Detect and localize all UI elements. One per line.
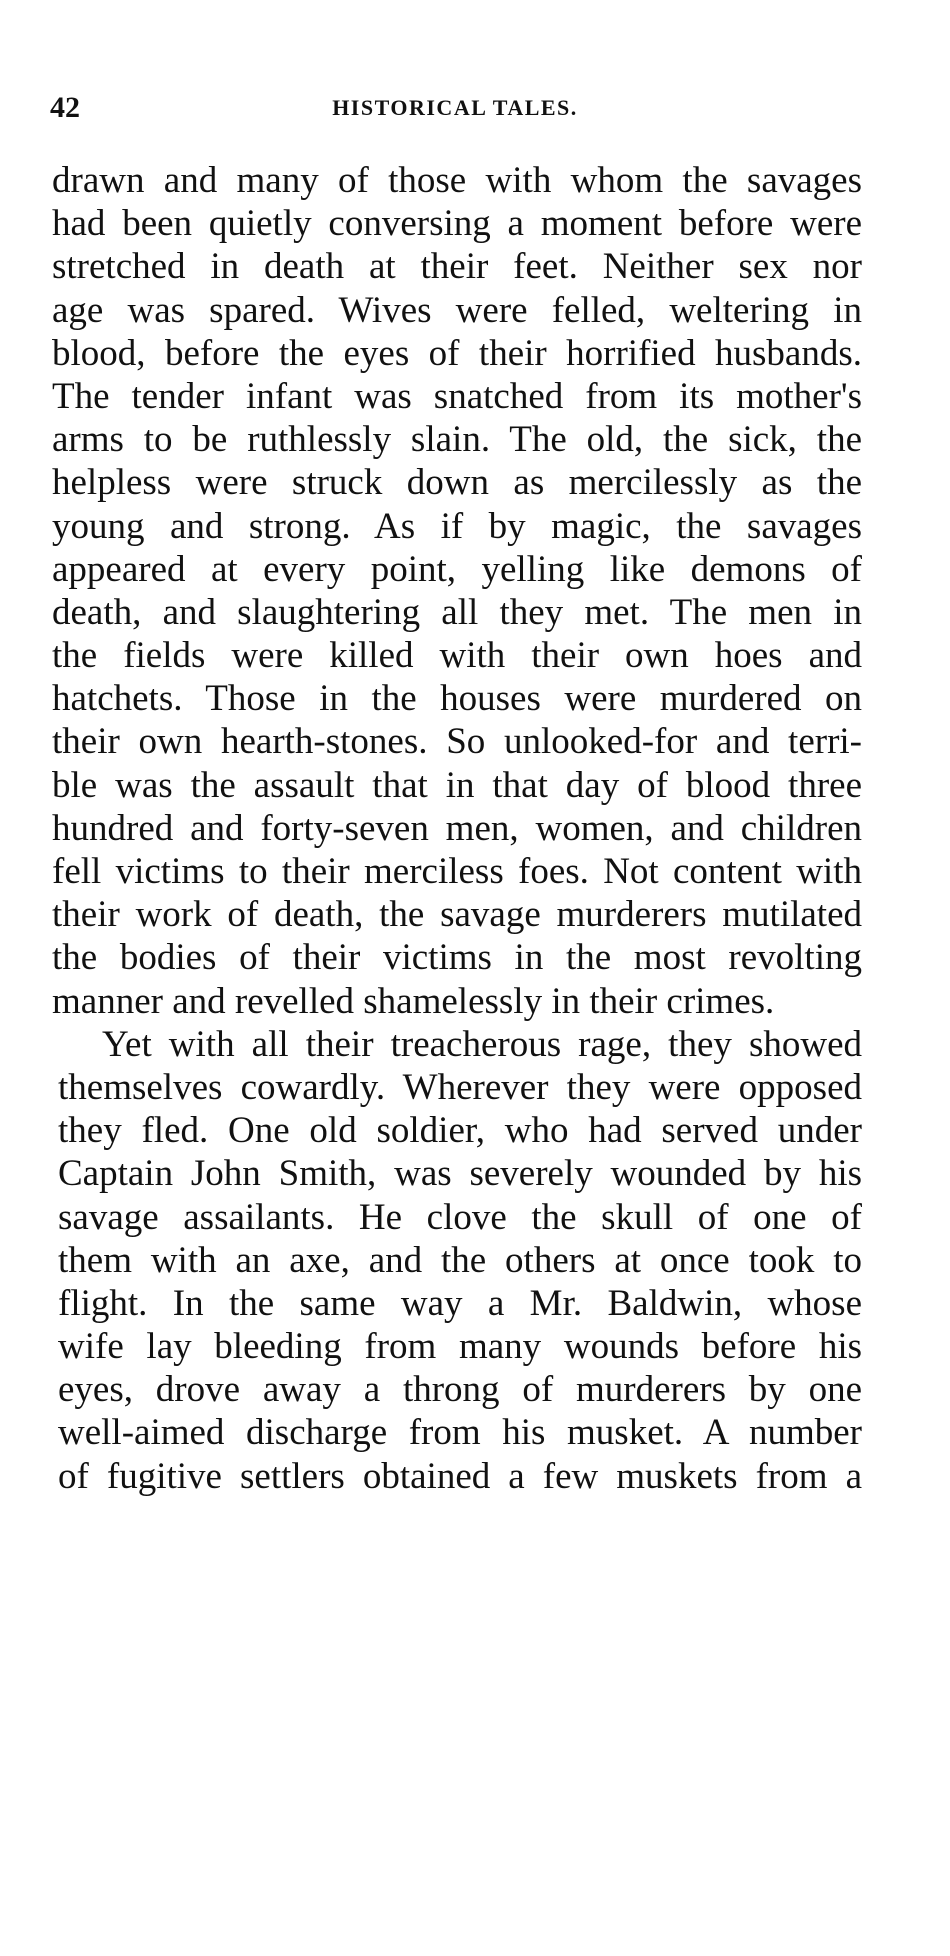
text-line: age was spared. Wives were felled, weltering in	[52, 289, 862, 331]
text-line: they fled. One old soldier, who had served under	[58, 1110, 862, 1152]
text-line: fell victims to their merciless foes. Not content with	[52, 851, 862, 892]
text-line: their own hearth-stones. So unlooked-for and terri-	[52, 721, 862, 763]
text-line: Captain John Smith, was severely wounded by his	[58, 1153, 862, 1195]
text-line: had been quietly conversing a moment before were	[52, 203, 862, 245]
text-line: blood, before the eyes of their horrified husbands.	[52, 332, 862, 374]
page-body	[52, 159, 862, 1498]
text-line: hundred and forty-seven men, women, and children	[52, 807, 862, 849]
text-line: eyes, drove away a throng of murderers by one	[58, 1369, 862, 1411]
text-line: the fields were killed with their own hoes and	[52, 635, 862, 677]
text-line: appeared at every point, yelling like demons of	[52, 548, 862, 590]
text-line: stretched in death at their feet. Neither sex nor	[52, 246, 862, 288]
text-line: young and strong. As if by magic, the savages	[52, 505, 862, 547]
paragraph-2	[52, 1023, 862, 1498]
text-line: death, and slaughtering all they met. The men in	[52, 591, 862, 633]
text-line: helpless were struck down as mercilessly as the	[52, 462, 862, 504]
text-line: arms to be ruthlessly slain. The old, the sick, the	[52, 419, 862, 461]
text-line: themselves cowardly. Wherever they were opposed	[58, 1066, 862, 1108]
text-line: hatchets. Those in the houses were murdered on	[52, 678, 862, 720]
running-header	[50, 88, 860, 128]
text-line: flight. In the same way a Mr. Baldwin, whose	[58, 1282, 862, 1324]
running-title: HISTORICAL TALES.	[332, 95, 578, 120]
text-line: their work of death, the savage murderers mutilated	[52, 894, 862, 936]
page-number: 42	[50, 91, 80, 124]
text-line: manner and revelled shamelessly in their crimes.	[52, 980, 775, 1022]
text-line: Yet with all their treacherous rage, they showed	[102, 1023, 862, 1065]
text-line: of fugitive settlers obtained a few muskets from a	[58, 1455, 862, 1497]
text-line: ble was the assault that in that day of blood three	[52, 764, 862, 806]
text-line: well-aimed discharge from his musket. A number	[58, 1412, 862, 1454]
text-line: The tender infant was snatched from its mother's	[52, 375, 862, 417]
text-line: wife lay bleeding from many wounds before his	[58, 1326, 862, 1368]
text-line: them with an axe, and the others at once took to	[58, 1239, 862, 1281]
paragraph-1	[52, 159, 862, 1023]
text-line: savage assailants. He clove the skull of one of	[58, 1196, 862, 1238]
text-line: the bodies of their victims in the most revolting	[52, 937, 862, 979]
text-line: drawn and many of those with whom the savages	[52, 160, 862, 201]
